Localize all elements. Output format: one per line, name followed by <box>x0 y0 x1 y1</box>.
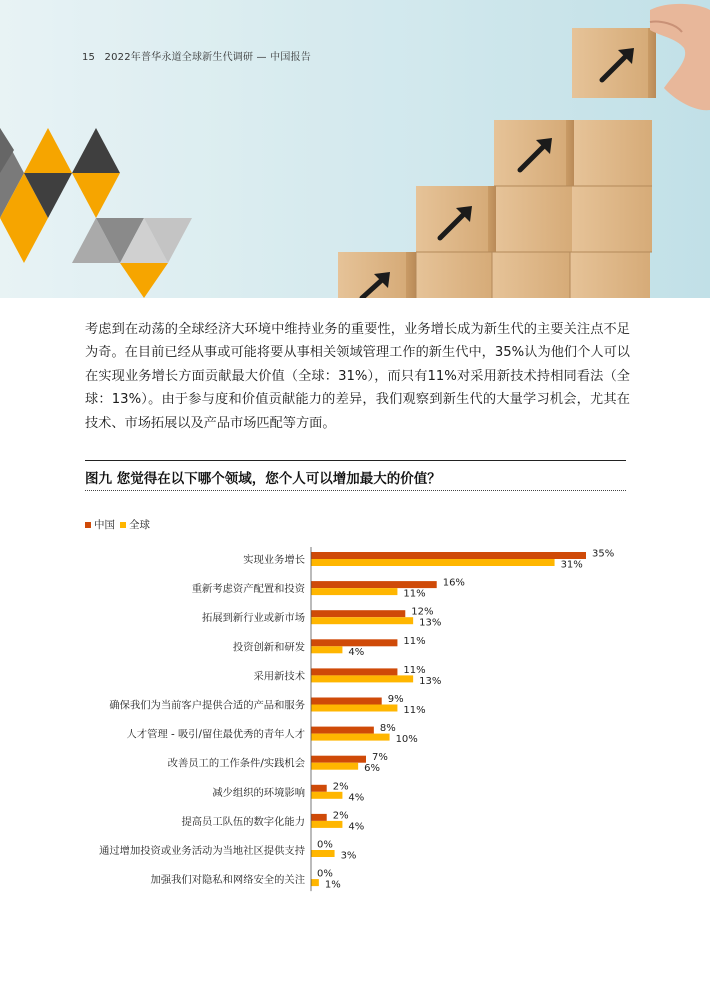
category-label: 提高员工队伍的数字化能力 <box>181 815 305 828</box>
bar-global <box>311 763 358 770</box>
figure-top-rule <box>85 460 626 461</box>
bar-global <box>311 821 342 828</box>
legend-item-china <box>85 517 115 532</box>
bar-global <box>311 617 413 624</box>
value-label-china: 35% <box>592 548 615 560</box>
bar-global <box>311 646 342 653</box>
bar-global <box>311 675 413 682</box>
legend-swatch-china <box>85 522 91 528</box>
bar-global <box>311 559 555 566</box>
bar-china <box>311 756 366 763</box>
hero-image <box>0 0 710 298</box>
category-label: 投资创新和研发 <box>232 641 305 654</box>
value-label-china: 2% <box>332 781 349 793</box>
bar-china <box>311 639 397 646</box>
bar-chart <box>0 540 710 910</box>
value-label-china: 0% <box>317 839 333 851</box>
page-header <box>82 48 317 63</box>
category-label: 重新考虑资产配置和投资 <box>191 583 305 596</box>
bar-global <box>311 705 397 712</box>
value-label-global: 11% <box>403 705 426 716</box>
legend-item-global <box>120 517 150 532</box>
legend-swatch-global <box>120 522 126 528</box>
bar-global <box>311 879 319 886</box>
value-label-china: 9% <box>387 694 404 705</box>
value-label-global: 4% <box>348 646 365 658</box>
bar-global <box>311 792 342 799</box>
value-label-global: 4% <box>348 792 365 804</box>
value-label-global: 4% <box>348 821 365 833</box>
bar-global <box>311 734 390 741</box>
bar-global <box>311 588 397 595</box>
category-label: 人才管理 - 吸引/留住最优秀的青年人才 <box>126 728 305 741</box>
value-label-china: 0% <box>317 868 333 880</box>
value-label-china: 2% <box>332 810 349 822</box>
bar-china <box>311 727 374 734</box>
category-label: 实现业务增长 <box>243 554 305 566</box>
bar-global <box>311 850 335 857</box>
value-label-china: 8% <box>379 723 396 735</box>
figure-title: 图九 您觉得在以下哪个领域，您个人可以增加最大的价值？ <box>85 471 441 487</box>
body-paragraph: 考虑到在动荡的全球经济大环境中维持业务的重要性，业务增长成为新生代的主要关注点不足为奇。在目前已经从事或可能将要从事相关领域管理工作的新生代中，35%认为他们个人可以在实现业务增长方面贡献最大价值（全球：31%），而只有11%对采用新技术持相同看法（全球：13%）。由于参与度和价值贡献能力的差异，我们观察到新生代的大量学习机会，尤其在技术、市场拓展以及产品市场匹配等方面。 <box>85 322 630 431</box>
bar-china <box>311 698 382 705</box>
bar-china <box>311 668 397 675</box>
value-label-global: 13% <box>419 617 442 629</box>
legend-label-china: 中国 <box>94 519 115 531</box>
category-label: 加强我们对隐私和网络安全的关注 <box>150 874 305 887</box>
report-title: 2022年普华永道全球新生代调研 — 中国报告 <box>104 52 311 63</box>
value-label-global: 6% <box>364 763 381 775</box>
category-label: 改善员工的工作条件/实践机会 <box>167 757 305 770</box>
bar-china <box>311 814 327 821</box>
value-label-china: 11% <box>403 635 426 647</box>
category-label: 减少组织的环境影响 <box>212 786 305 799</box>
legend-label-global: 全球 <box>129 519 150 531</box>
category-label: 拓展到新行业或新市场 <box>202 612 305 625</box>
category-label: 确保我们为当前客户提供合适的产品和服务 <box>109 699 305 712</box>
value-label-global: 13% <box>419 675 442 687</box>
bar-china <box>311 785 327 792</box>
value-label-china: 12% <box>411 606 434 618</box>
bar-china <box>311 552 586 559</box>
bar-china <box>311 610 405 617</box>
hero-illustration <box>0 0 710 298</box>
bar-china <box>311 581 437 588</box>
value-label-global: 3% <box>340 850 357 862</box>
chart-legend <box>85 517 155 532</box>
category-label: 采用新技术 <box>253 670 305 683</box>
value-label-global: 10% <box>395 734 418 746</box>
value-label-china: 16% <box>442 577 465 589</box>
value-label-china: 7% <box>372 752 388 764</box>
value-label-china: 11% <box>403 664 426 676</box>
category-label: 通过增加投资或业务活动为当地社区提供支持 <box>99 845 305 857</box>
value-label-global: 31% <box>560 559 583 571</box>
value-label-global: 1% <box>324 879 341 891</box>
value-label-global: 11% <box>403 588 426 600</box>
figure-bottom-rule <box>85 490 626 491</box>
page-number: 15 <box>82 52 96 63</box>
